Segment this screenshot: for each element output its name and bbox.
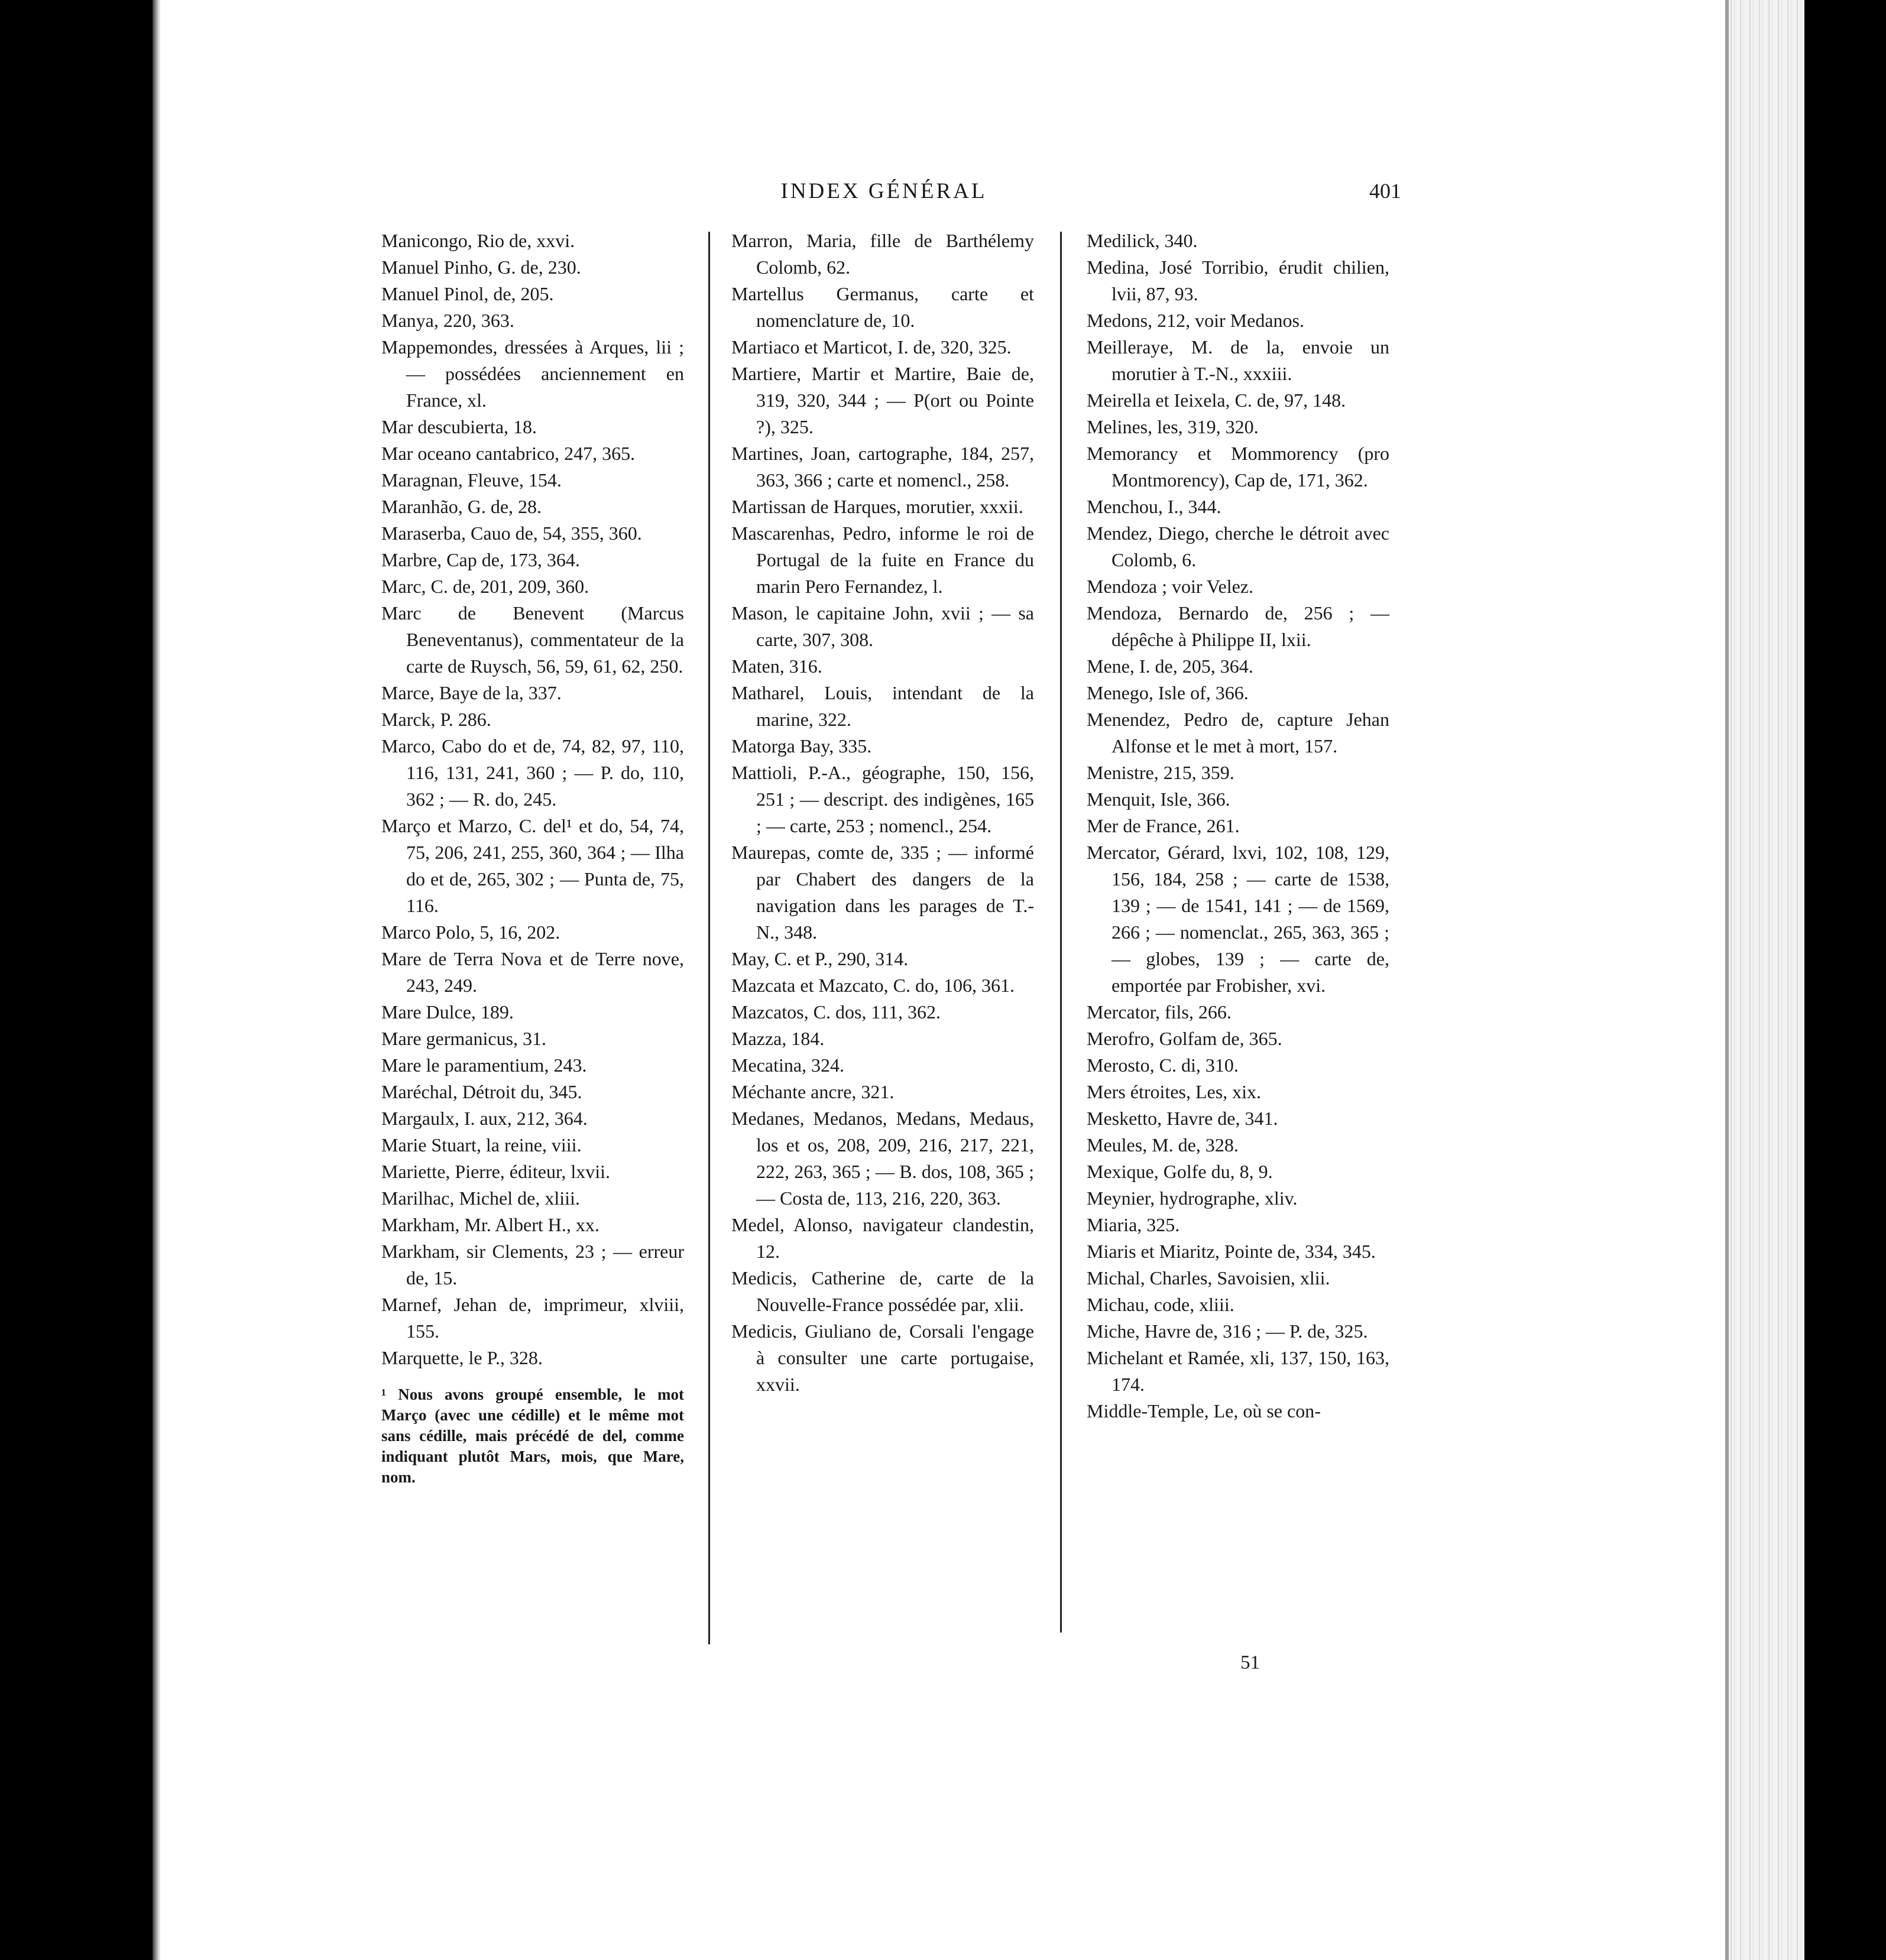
column-rule	[708, 232, 710, 1644]
index-entry: Maraserba, Cauo de, 54, 355, 360.	[381, 523, 642, 544]
index-entry: Miaris et Miaritz, Pointe de, 334, 345.	[1087, 1241, 1376, 1262]
index-entry: Marie Stuart, la reine, viii.	[381, 1134, 582, 1156]
index-entry: Medons, 212, voir Medanos.	[1087, 310, 1304, 331]
index-entry: Menquit, Isle, 366.	[1087, 788, 1230, 810]
index-entry: Mexique, Golfe du, 8, 9.	[1087, 1161, 1273, 1182]
index-entry: Mendez, Diego, cherche le détroit avec Colomb, 6.	[1087, 523, 1389, 570]
index-entry: Menistre, 215, 359.	[1087, 762, 1234, 783]
index-entry: Marco Polo, 5, 16, 202.	[381, 921, 560, 943]
index-entry: Manicongo, Rio de, xxvi.	[381, 230, 575, 251]
index-entry: Menchou, I., 344.	[1087, 496, 1221, 517]
index-entry: Meilleraye, M. de la, envoie un morutier à T.-N., xxxiii.	[1087, 336, 1389, 384]
index-entry: Margaulx, I. aux, 212, 364.	[381, 1108, 588, 1129]
index-entry: Mazcatos, C. dos, 111, 362.	[731, 1001, 941, 1023]
index-entry: Mare germanicus, 31.	[381, 1028, 547, 1049]
index-entry: Medel, Alonso, navigateur clandestin, 12.	[731, 1214, 1034, 1262]
index-entry: Mesketto, Havre de, 341.	[1087, 1108, 1278, 1129]
index-entry: Marce, Baye de la, 337.	[381, 682, 562, 703]
index-entry: Marnef, Jehan de, imprimeur, xlviii, 155.	[381, 1294, 684, 1342]
index-entry: Mariette, Pierre, éditeur, lxvii.	[381, 1161, 611, 1182]
index-entry: Menego, Isle of, 366.	[1087, 682, 1249, 703]
scan-binding-edge	[153, 0, 161, 1960]
index-entry: Michelant et Ramée, xli, 137, 150, 163, 174.	[1087, 1347, 1389, 1395]
index-entry: Merosto, C. di, 310.	[1087, 1054, 1239, 1076]
index-entry: Marquette, le P., 328.	[381, 1347, 543, 1368]
index-entry: Matharel, Louis, intendant de la marine, 322.	[731, 682, 1034, 730]
index-entry: Março et Marzo, C. del¹ et do, 54, 74, 75, 206, 241, 255, 360, 364 ; — Ilha do et de, 265, 302 ; — Punta de, 75, 116.	[381, 815, 684, 916]
index-entry: Mazza, 184.	[731, 1028, 825, 1049]
index-entry: Memorancy et Mommorency (pro Montmorency), Cap de, 171, 362.	[1087, 443, 1389, 491]
index-entry: Mecatina, 324.	[731, 1054, 845, 1076]
index-entry: Mene, I. de, 205, 364.	[1087, 656, 1253, 677]
page-number: 401	[1369, 179, 1401, 203]
index-entry: Markham, sir Clements, 23 ; — erreur de, 15.	[381, 1241, 684, 1289]
index-column-2	[731, 228, 1034, 1398]
index-entry: Martiaco et Marticot, I. de, 320, 325.	[731, 336, 1012, 358]
index-entry: Manuel Pinho, G. de, 230.	[381, 257, 581, 278]
index-entry: Markham, Mr. Albert H., xx.	[381, 1214, 599, 1235]
index-entry: Mercator, Gérard, lxvi, 102, 108, 129, 156, 184, 258 ; — carte de 1538, 139 ; — de 1541, 141 ; — de 1569, 266 ; — nomenclat., 265, 363, 365 ; — globes, 139 ; — carte de, emportée par Frobisher, xvi.	[1087, 842, 1389, 996]
index-entry: Medina, José Torribio, érudit chilien, lvii, 87, 93.	[1087, 257, 1389, 304]
index-entry: Marc, C. de, 201, 209, 360.	[381, 576, 589, 597]
index-entry: Michal, Charles, Savoisien, xlii.	[1087, 1267, 1330, 1289]
index-entry: Mar descubierta, 18.	[381, 416, 537, 437]
index-entry: Meynier, hydrographe, xliv.	[1087, 1187, 1298, 1209]
index-entry: Mers étroites, Les, xix.	[1087, 1081, 1262, 1102]
index-entry: Mendoza, Bernardo de, 256 ; — dépêche à Philippe II, lxii.	[1087, 602, 1389, 650]
index-entry: Mer de France, 261.	[1087, 815, 1240, 836]
index-entry: Maranhão, G. de, 28.	[381, 496, 542, 517]
index-entry: Mar oceano cantabrico, 247, 365.	[381, 443, 636, 464]
index-entry: Michau, code, xliii.	[1087, 1294, 1234, 1315]
index-entry: Medicis, Giuliano de, Corsali l'engage à consulter une carte portugaise, xxvii.	[731, 1320, 1034, 1395]
scan-right-border	[1804, 0, 1886, 1960]
index-entry: Mare le paramentium, 243.	[381, 1054, 587, 1076]
column-rule	[1060, 232, 1062, 1633]
index-entry: May, C. et P., 290, 314.	[731, 948, 909, 969]
index-entry: Martissan de Harques, morutier, xxxii.	[731, 496, 1023, 517]
page-header	[367, 179, 1401, 208]
index-entry: Méchante ancre, 321.	[731, 1081, 895, 1102]
running-title: INDEX GÉNÉRAL	[780, 179, 987, 203]
index-entry: Mason, le capitaine John, xvii ; — sa carte, 307, 308.	[731, 602, 1034, 650]
index-entry: Marc de Benevent (Marcus Beneventanus), commentateur de la carte de Ruysch, 56, 59, 61, 62, 250.	[381, 602, 684, 677]
index-entry: Miaria, 325.	[1087, 1214, 1180, 1235]
index-entry: Mappemondes, dressées à Arques, lii ; — possédées anciennement en France, xl.	[381, 336, 684, 411]
index-entry: Martellus Germanus, carte et nomenclature de, 10.	[731, 283, 1034, 331]
index-entry: Mare Dulce, 189.	[381, 1001, 514, 1023]
index-entry: Marbre, Cap de, 173, 364.	[381, 549, 580, 570]
index-entry: Mercator, fils, 266.	[1087, 1001, 1232, 1023]
index-column-1	[381, 228, 684, 1488]
index-entry: Mattioli, P.-A., géographe, 150, 156, 251 ; — descript. des indigènes, 165 ; — carte, 253 ; nomencl., 254.	[731, 762, 1034, 836]
index-entry: Manuel Pinol, de, 205.	[381, 283, 554, 304]
index-entry: Menendez, Pedro de, capture Jehan Alfonse et le met à mort, 157.	[1087, 709, 1389, 757]
index-entry: Marco, Cabo do et de, 74, 82, 97, 110, 116, 131, 241, 360 ; — P. do, 110, 362 ; — R. do, 245.	[381, 735, 684, 810]
index-entry: Meules, M. de, 328.	[1087, 1134, 1239, 1156]
index-entry: Middle-Temple, Le, où se con-	[1087, 1400, 1321, 1422]
index-entry: Martiere, Martir et Martire, Baie de, 319, 320, 344 ; — P(ort ou Pointe ?), 325.	[731, 363, 1034, 437]
signature-mark: 51	[1240, 1652, 1260, 1673]
index-column-3	[1087, 228, 1389, 1424]
index-entry: Mare de Terra Nova et de Terre nove, 243, 249.	[381, 948, 684, 996]
index-entry: Miche, Havre de, 316 ; — P. de, 325.	[1087, 1320, 1368, 1342]
index-entry: Maragnan, Fleuve, 154.	[381, 469, 562, 491]
index-entry: Mazcata et Mazcato, C. do, 106, 361.	[731, 975, 1015, 996]
index-entry: Maréchal, Détroit du, 345.	[381, 1081, 582, 1102]
index-entry: Mendoza ; voir Velez.	[1087, 576, 1253, 597]
scan-left-border	[0, 0, 153, 1960]
index-entry: Merofro, Golfam de, 365.	[1087, 1028, 1282, 1049]
index-entry: Manya, 220, 363.	[381, 310, 514, 331]
index-entry: Meirella et Ieixela, C. de, 97, 148.	[1087, 390, 1346, 411]
index-entry: Marck, P. 286.	[381, 709, 491, 730]
footnote: ¹ Nous avons groupé ensemble, le mot Março (avec une cédille) et le même mot sans cédille, mais précédé de del, comme indiquant plutôt Mars, mois, que Mare, nom.	[381, 1385, 684, 1486]
index-entry: Melines, les, 319, 320.	[1087, 416, 1259, 437]
index-entry: Mascarenhas, Pedro, informe le roi de Portugal de la fuite en France du marin Pero Fernandez, l.	[731, 523, 1034, 597]
index-entry: Marron, Maria, fille de Barthélemy Colomb, 62.	[731, 230, 1034, 278]
index-entry: Maten, 316.	[731, 656, 822, 677]
index-entry: Matorga Bay, 335.	[731, 735, 872, 757]
index-entry: Medilick, 340.	[1087, 230, 1198, 251]
scan-page-edges	[1725, 0, 1804, 1960]
index-entry: Maurepas, comte de, 335 ; — informé par Chabert des dangers de la navigation dans les parages de T.-N., 348.	[731, 842, 1034, 943]
index-entry: Medicis, Catherine de, carte de la Nouvelle-France possédée par, xlii.	[731, 1267, 1034, 1315]
index-entry: Medanes, Medanos, Medans, Medaus, los et os, 208, 209, 216, 217, 221, 222, 263, 365 ; — B. dos, 108, 365 ; — Costa de, 113, 216, 220, 363.	[731, 1108, 1034, 1209]
index-entry: Marilhac, Michel de, xliii.	[381, 1187, 580, 1209]
index-entry: Martines, Joan, cartographe, 184, 257, 363, 366 ; carte et nomencl., 258.	[731, 443, 1034, 491]
